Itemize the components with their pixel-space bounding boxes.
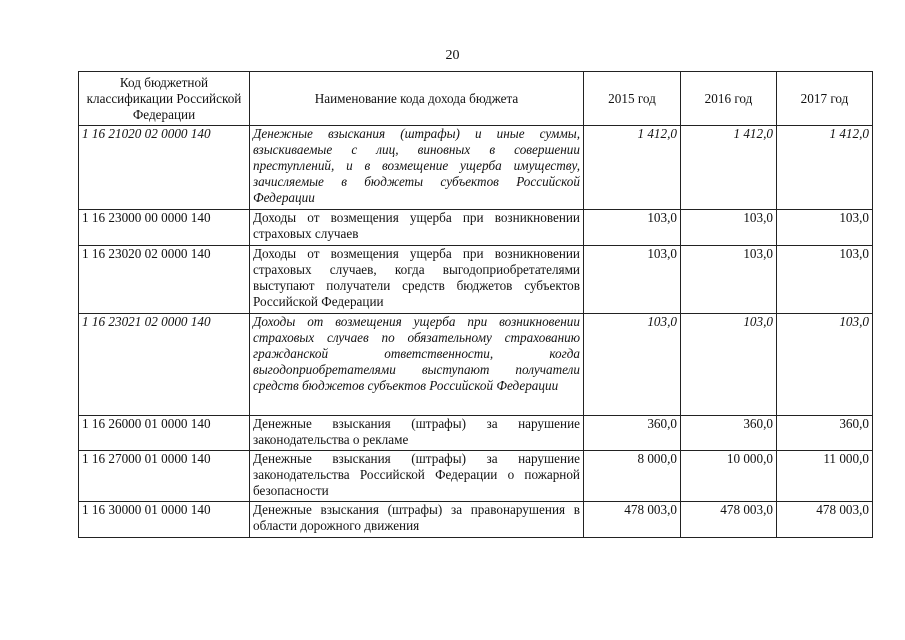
row-name: Денежные взыскания (штрафы) и иные суммы, взыскиваемые с лиц, виновных в совершении преступлений, и в возмещение ущерба имуществу, зачисляемые в бюджеты субъектов Российской Федерации — [250, 126, 584, 210]
row-value-2015: 1 412,0 — [584, 126, 681, 210]
table-header-row — [79, 72, 873, 126]
row-value-2016: 360,0 — [681, 416, 777, 451]
row-code: 1 16 30000 01 0000 140 — [79, 502, 250, 538]
row-value-2015: 103,0 — [584, 210, 681, 246]
header-2017: 2017 год — [777, 72, 873, 126]
table-row — [79, 416, 873, 451]
table-row — [79, 502, 873, 538]
row-name: Доходы от возмещения ущерба при возникновении страховых случаев — [250, 210, 584, 246]
row-name: Денежные взыскания (штрафы) за нарушение законодательства о рекламе — [250, 416, 584, 451]
row-name: Денежные взыскания (штрафы) за правонарушения в области дорожного движения — [250, 502, 584, 538]
row-value-2017: 360,0 — [777, 416, 873, 451]
table-row — [79, 210, 873, 246]
revenue-table — [78, 71, 873, 538]
table-row — [79, 314, 873, 416]
header-name: Наименование кода дохода бюджета — [250, 72, 584, 126]
row-value-2017: 11 000,0 — [777, 451, 873, 502]
row-value-2016: 10 000,0 — [681, 451, 777, 502]
row-code: 1 16 27000 01 0000 140 — [79, 451, 250, 502]
row-code: 1 16 26000 01 0000 140 — [79, 416, 250, 451]
header-2015: 2015 год — [584, 72, 681, 126]
table-row — [79, 451, 873, 502]
row-code: 1 16 23021 02 0000 140 — [79, 314, 250, 416]
row-value-2015: 478 003,0 — [584, 502, 681, 538]
row-name: Доходы от возмещения ущерба при возникновении страховых случаев по обязательному страхованию гражданской ответственности, когда выгодоприобретателями выступают получатели средств бюджетов субъектов Российской Федерации — [250, 314, 584, 416]
row-value-2016: 103,0 — [681, 246, 777, 314]
row-value-2017: 103,0 — [777, 210, 873, 246]
row-value-2016: 103,0 — [681, 314, 777, 416]
row-value-2016: 103,0 — [681, 210, 777, 246]
row-value-2016: 478 003,0 — [681, 502, 777, 538]
row-value-2017: 103,0 — [777, 314, 873, 416]
row-name: Доходы от возмещения ущерба при возникновении страховых случаев, когда выгодоприобретателями выступают получатели средств бюджетов субъектов Российской Федерации — [250, 246, 584, 314]
row-code: 1 16 21020 02 0000 140 — [79, 126, 250, 210]
page-number: 20 — [445, 48, 460, 63]
table-row — [79, 126, 873, 210]
row-value-2017: 478 003,0 — [777, 502, 873, 538]
row-name: Денежные взыскания (штрафы) за нарушение законодательства Российской Федерации о пожарной безопасности — [250, 451, 584, 502]
row-code: 1 16 23020 02 0000 140 — [79, 246, 250, 314]
header-code: Код бюджетной классификации Российской Федерации — [79, 72, 250, 126]
row-value-2016: 1 412,0 — [681, 126, 777, 210]
row-value-2015: 103,0 — [584, 314, 681, 416]
row-code: 1 16 23000 00 0000 140 — [79, 210, 250, 246]
table-row — [79, 246, 873, 314]
row-value-2017: 1 412,0 — [777, 126, 873, 210]
row-value-2017: 103,0 — [777, 246, 873, 314]
header-2016: 2016 год — [681, 72, 777, 126]
row-value-2015: 103,0 — [584, 246, 681, 314]
row-value-2015: 8 000,0 — [584, 451, 681, 502]
row-value-2015: 360,0 — [584, 416, 681, 451]
